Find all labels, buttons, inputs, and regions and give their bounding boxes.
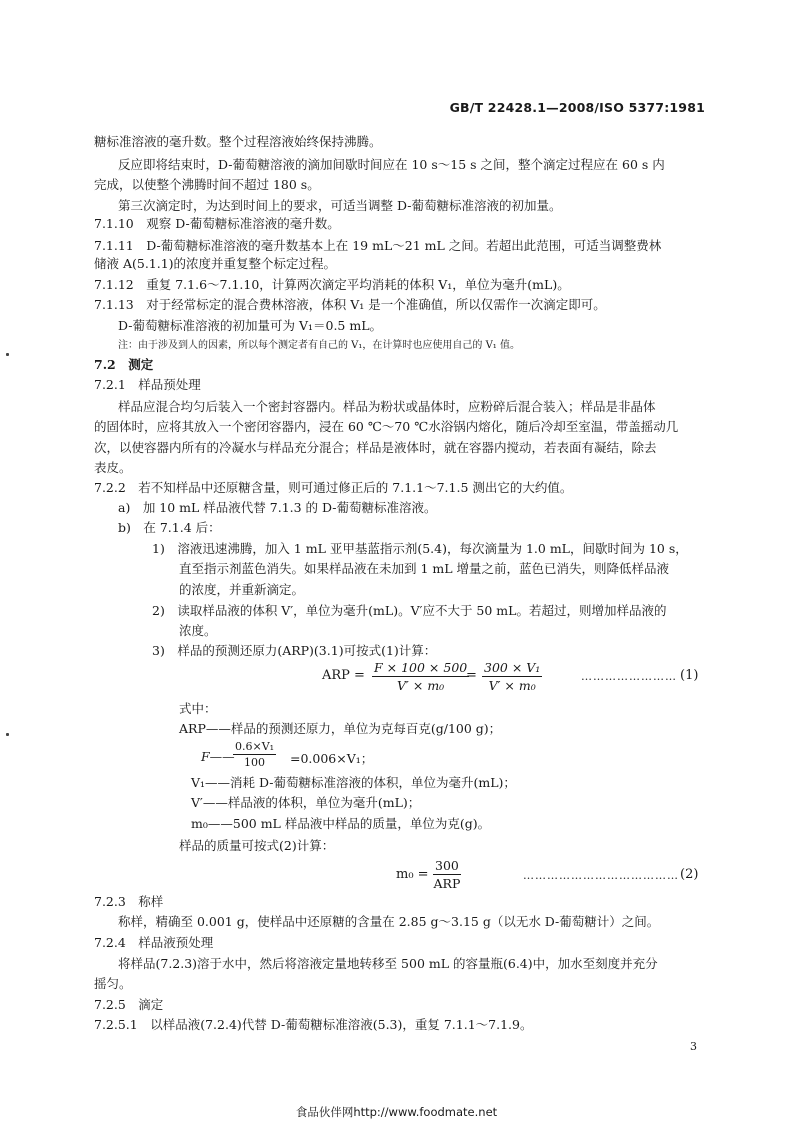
eq1-number: (1): [680, 668, 699, 683]
text-line: 浓度。: [179, 623, 217, 638]
sub-item-1: 1) 溶液迅速沸腾，加入 1 mL 亚甲基蓝指示剂(5.4)，每次滴量为 1.0 mL，间歇时间为 10 s，: [152, 541, 688, 556]
f-def-rhs: =0.006×V₁；: [290, 751, 374, 766]
text-line: 摇匀。: [94, 976, 132, 991]
clause-7-2-5-heading: 7.2.5 滴定: [94, 997, 164, 1012]
section-7-2-heading: 7.2 测定: [94, 357, 154, 372]
eq1-f1-denominator: V′ × m₀: [397, 678, 445, 693]
eq2-fraction: [433, 858, 461, 891]
clause-7-2-4-heading: 7.2.4 样品液预处理: [94, 935, 214, 950]
clause-7-2-2: 7.2.2 若不知样品中还原糖含量，则可通过修正后的 7.1.1～7.1.5 测出它的大约值。: [94, 480, 573, 495]
eq1-f2-numerator: 300 × V₁: [484, 660, 541, 675]
f-def-denominator: 100: [244, 756, 266, 769]
standard-code-header: GB/T 22428.1—2008/ISO 5377:1981: [449, 100, 705, 115]
eq1-fraction-1: [372, 660, 469, 693]
eq2-lhs: m₀ =: [396, 867, 429, 882]
eq1-f2-denominator: V′ × m₀: [488, 678, 536, 693]
text-line: 的固体时，应将其放入一个密闭容器内，浸在 60 ℃～70 ℃水浴锅内熔化，随后冷却至室温，带盖摇动几: [94, 419, 679, 434]
clause-7-1-11: 7.1.11 D-葡萄糖标准溶液的毫升数基本上在 19 mL～21 mL 之间。若超出此范围，可适当调整费林: [94, 238, 662, 253]
text-line: 将样品(7.2.3)溶于水中，然后将溶液定量地转移至 500 mL 的容量瓶(6.4)中，加水至刻度并充分: [118, 956, 658, 971]
text-line: 次，以使容器内所有的冷凝水与样品充分混合；样品是液体时，就在容器内搅动，若表面有凝结，除去: [94, 440, 657, 455]
list-item-b: b) 在 7.1.4 后：: [118, 520, 221, 535]
text-line: 第三次滴定时，为达到时间上的要求，可适当调整 D-葡萄糖标准溶液的初加量。: [118, 198, 562, 213]
text-line: 样品应混合均匀后装入一个密封容器内。样品为粉状或晶体时，应粉碎后混合装入；样品是非晶体: [118, 399, 656, 414]
f-def-fraction: [233, 740, 276, 769]
scan-speck: [6, 353, 9, 356]
definition-arp: ARP——样品的预测还原力，单位为克每百克(g/100 g)；: [179, 721, 502, 736]
text-line: 样品的质量可按式(2)计算：: [179, 838, 335, 853]
text-line: 反应即将结束时，D-葡萄糖溶液的滴加间歇时间应在 10 s～15 s 之间，整个滴定过程应在 60 s 内: [118, 157, 665, 172]
eq1-equals: =: [466, 668, 477, 683]
clause-7-2-3-heading: 7.2.3 称样: [94, 894, 164, 909]
clause-7-2-5-1: 7.2.5.1 以样品液(7.2.4)代替 D-葡萄糖标准溶液(5.3)，重复 7.1.1～7.1.9。: [94, 1017, 533, 1032]
text-line: 式中：: [179, 701, 217, 716]
note-line: 注：由于涉及到人的因素，所以每个测定者有自己的 V₁，在计算时也应使用自己的 V₁ 值。: [118, 340, 520, 351]
text-line: D-葡萄糖标准溶液的初加量可为 V₁＝0.5 mL。: [118, 318, 382, 333]
eq2-denominator: ARP: [433, 876, 461, 891]
sub-item-3: 3) 样品的预测还原力(ARP)(3.1)可按式(1)计算：: [152, 643, 437, 658]
text-line: 表皮。: [94, 460, 132, 475]
text-line: 的浓度，并重新滴定。: [179, 582, 305, 597]
eq2-leader-dots: …………………………………: [523, 869, 679, 882]
page-number: 3: [690, 1040, 697, 1053]
footer-watermark: 食品伙伴网http://www.foodmate.net: [295, 1105, 498, 1119]
eq1-f1-numerator: F × 100 × 500: [374, 660, 468, 675]
clause-7-2-1-heading: 7.2.1 样品预处理: [94, 377, 201, 392]
list-item-a: a) 加 10 mL 样品液代替 7.1.3 的 D-葡萄糖标准溶液。: [118, 500, 437, 515]
text-line: 完成，以使整个沸腾时间不超过 180 s。: [94, 177, 320, 192]
eq1-fraction-2: [482, 660, 542, 693]
text-line: 称样，精确至 0.001 g，使样品中还原糖的含量在 2.85 g～3.15 g（以无水 D-葡萄糖计）之间。: [118, 914, 660, 929]
text-line: 储液 A(5.1.1)的浓度并重复整个标定过程。: [94, 256, 337, 271]
clause-7-1-10: 7.1.10 观察 D-葡萄糖标准溶液的毫升数。: [94, 216, 340, 231]
clause-7-1-12: 7.1.12 重复 7.1.6～7.1.10，计算两次滴定平均消耗的体积 V₁，单位为毫升(mL)。: [94, 277, 570, 292]
eq2-number: (2): [680, 867, 699, 882]
definition-m0: m₀——500 mL 样品液中样品的质量，单位为克(g)。: [191, 816, 491, 831]
text-line: 糖标准溶液的毫升数。整个过程溶液始终保持沸腾。: [94, 134, 382, 149]
eq1-leader-dots: ……………………: [581, 670, 677, 683]
definition-v1: V₁——消耗 D-葡萄糖标准溶液的体积，单位为毫升(mL)；: [191, 775, 516, 790]
clause-7-1-13: 7.1.13 对于经常标定的混合费林溶液，体积 V₁ 是一个准确值，所以仅需作一次滴定即可。: [94, 297, 606, 312]
eq2-numerator: 300: [435, 858, 459, 873]
definition-v-prime: V′——样品液的体积，单位为毫升(mL)；: [191, 795, 421, 810]
scan-speck: [6, 733, 9, 736]
sub-item-2: 2) 读取样品液的体积 V′，单位为毫升(mL)。V′应不大于 50 mL。若超过，则增加样品液的: [152, 603, 667, 618]
eq1-lhs: ARP =: [322, 668, 365, 683]
f-def-numerator: 0.6×V₁: [235, 740, 275, 753]
f-def-lhs: F——: [201, 749, 235, 764]
text-line: 直至指示剂蓝色消失。如果样品液在未加到 1 mL 增量之前，蓝色已消失，则降低样品液: [179, 561, 670, 576]
